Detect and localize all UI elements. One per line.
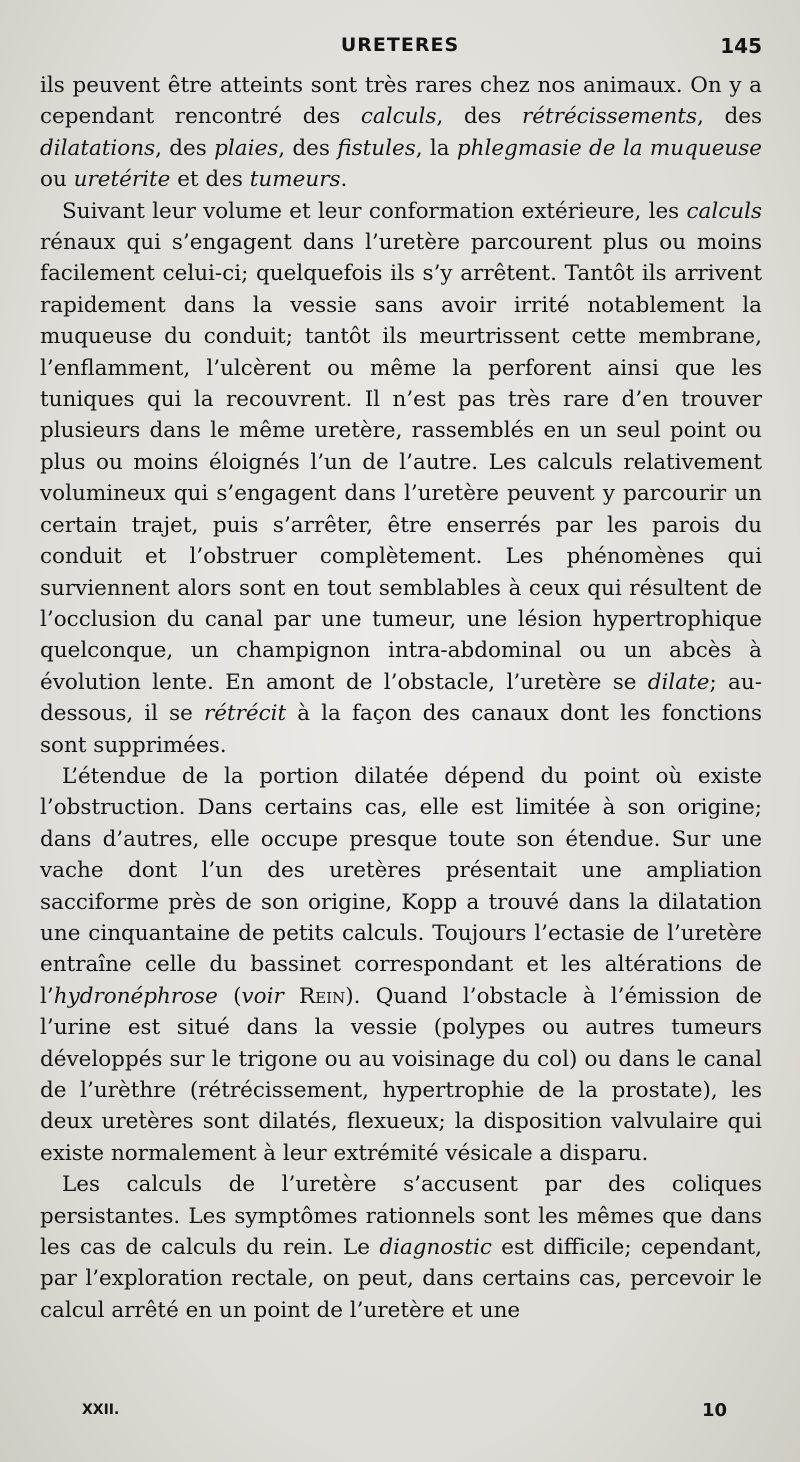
text-run: , la bbox=[415, 135, 457, 161]
text-run: ; au-dessous, il se bbox=[40, 669, 762, 727]
italic-term: voir bbox=[241, 983, 284, 1009]
text-run: ou bbox=[40, 167, 74, 193]
italic-term: diagnostic bbox=[379, 1235, 492, 1261]
paragraph bbox=[40, 1169, 762, 1326]
italic-term: plaies bbox=[214, 135, 279, 161]
paragraph bbox=[40, 70, 762, 196]
page-header bbox=[0, 34, 800, 64]
text-run: , des bbox=[436, 104, 523, 130]
text-run: est difficile; cependant, par l’exploration rectale, on peut, dans certains cas, percevoir le calcul arrêté en un point de l’uretère et une bbox=[40, 1235, 763, 1323]
text-run: L’étendue de la portion dilatée dépend du point où existe l’obstruction. Dans certains cas, elle est limitée à son origine; dans d’autres, elle occupe presque toute son étendue. Sur une vache dont l’un des uretères présentait une ampliation sacciforme près de son origine, Kopp a trouvé dans la dilatation une cinquantaine de petits calculs. Toujours l’ectasie de l’uretère entraîne celle du bassinet correspondant et les altérations de l’ bbox=[40, 763, 762, 1009]
paragraph bbox=[40, 761, 762, 1169]
cross-reference: Rein bbox=[299, 983, 346, 1009]
sheet-number: 10 bbox=[702, 1400, 728, 1421]
paragraph bbox=[40, 196, 762, 761]
text-run: Suivant leur volume et leur conformation extérieure, les bbox=[62, 198, 687, 224]
body-text bbox=[40, 70, 762, 1326]
italic-term: dilate bbox=[647, 669, 710, 695]
running-head: URETERES bbox=[340, 34, 460, 56]
text-run: , des bbox=[155, 135, 215, 161]
italic-term: calculs bbox=[686, 198, 762, 224]
text-run: rénaux qui s’engagent dans l’uretère parcourent plus ou moins facilement celui-ci; quelquefois ils s’y arrêtent. Tantôt ils arrivent rapidement dans la vessie sans avoir irrité notablement la muqueuse du conduit; tantôt ils meurtrissent cette membrane, l’enflamment, l’ulcèrent ou même la perforent ainsi que les tuniques qui la recouvrent. Il n’est pas très rare d’en trouver plusieurs dans le même uretère, rassemblés en un seul point ou plus ou moins éloignés l’un de l’autre. Les calculs relativement volumineux qui s’engagent dans l’uretère peuvent y parcourir un certain trajet, puis s’arrêter, être enserrés par les parois du conduit et l’obstruer complètement. Les phénomènes qui surviennent alors sont en tout semblables à ceux qui résultent de l’occlusion du canal par une tumeur, une lésion hypertrophique quelconque, un champignon intra-abdominal ou un abcès à évolution lente. En amont de l’obstacle, l’uretère se bbox=[40, 230, 762, 695]
italic-term: fistules bbox=[337, 135, 416, 161]
italic-term: rétrécit bbox=[203, 701, 287, 727]
text-run: ils peuvent être atteints sont très rares chez nos animaux. On y a cependant rencontré des bbox=[40, 73, 762, 130]
italic-term: rétrécissements bbox=[522, 104, 698, 130]
text-run: . bbox=[340, 167, 348, 193]
signature-mark: XXII. bbox=[82, 1402, 120, 1418]
italic-term: tumeurs bbox=[249, 167, 341, 193]
italic-term: hydronéphrose bbox=[53, 983, 218, 1009]
italic-term: dilatations bbox=[40, 135, 156, 161]
text-run: ( bbox=[217, 983, 242, 1009]
italic-term: uretérite bbox=[73, 167, 171, 193]
page-footer bbox=[0, 1402, 800, 1432]
text-run: , des bbox=[278, 135, 338, 161]
text-run: , des bbox=[697, 104, 762, 130]
page-number: 145 bbox=[720, 34, 762, 58]
text-run bbox=[284, 984, 299, 1009]
text-run: à la façon des canaux dont les fonctions sont supprimées. bbox=[40, 701, 762, 758]
italic-term: calculs bbox=[360, 104, 437, 130]
text-run: ). Quand l’obstacle à l’émission de l’urine est situé dans la vessie (polypes ou autres tumeurs développés sur le trigone ou au voisinage du col) ou dans le canal de l’urèthre (rétrécissement, hypertrophie de la prostate), les deux uretères sont dilatés, flexueux; la disposition valvulaire qui existe normalement à leur extrémité vésicale a disparu. bbox=[40, 983, 762, 1166]
text-run: et des bbox=[170, 167, 250, 193]
text-run: Les calculs de l’uretère s’accusent par des coliques persistantes. Les symptômes rationnels sont les mêmes que dans les cas de calculs du rein. Le bbox=[40, 1172, 762, 1261]
italic-term: phlegmasie de la muqueuse bbox=[456, 135, 763, 161]
